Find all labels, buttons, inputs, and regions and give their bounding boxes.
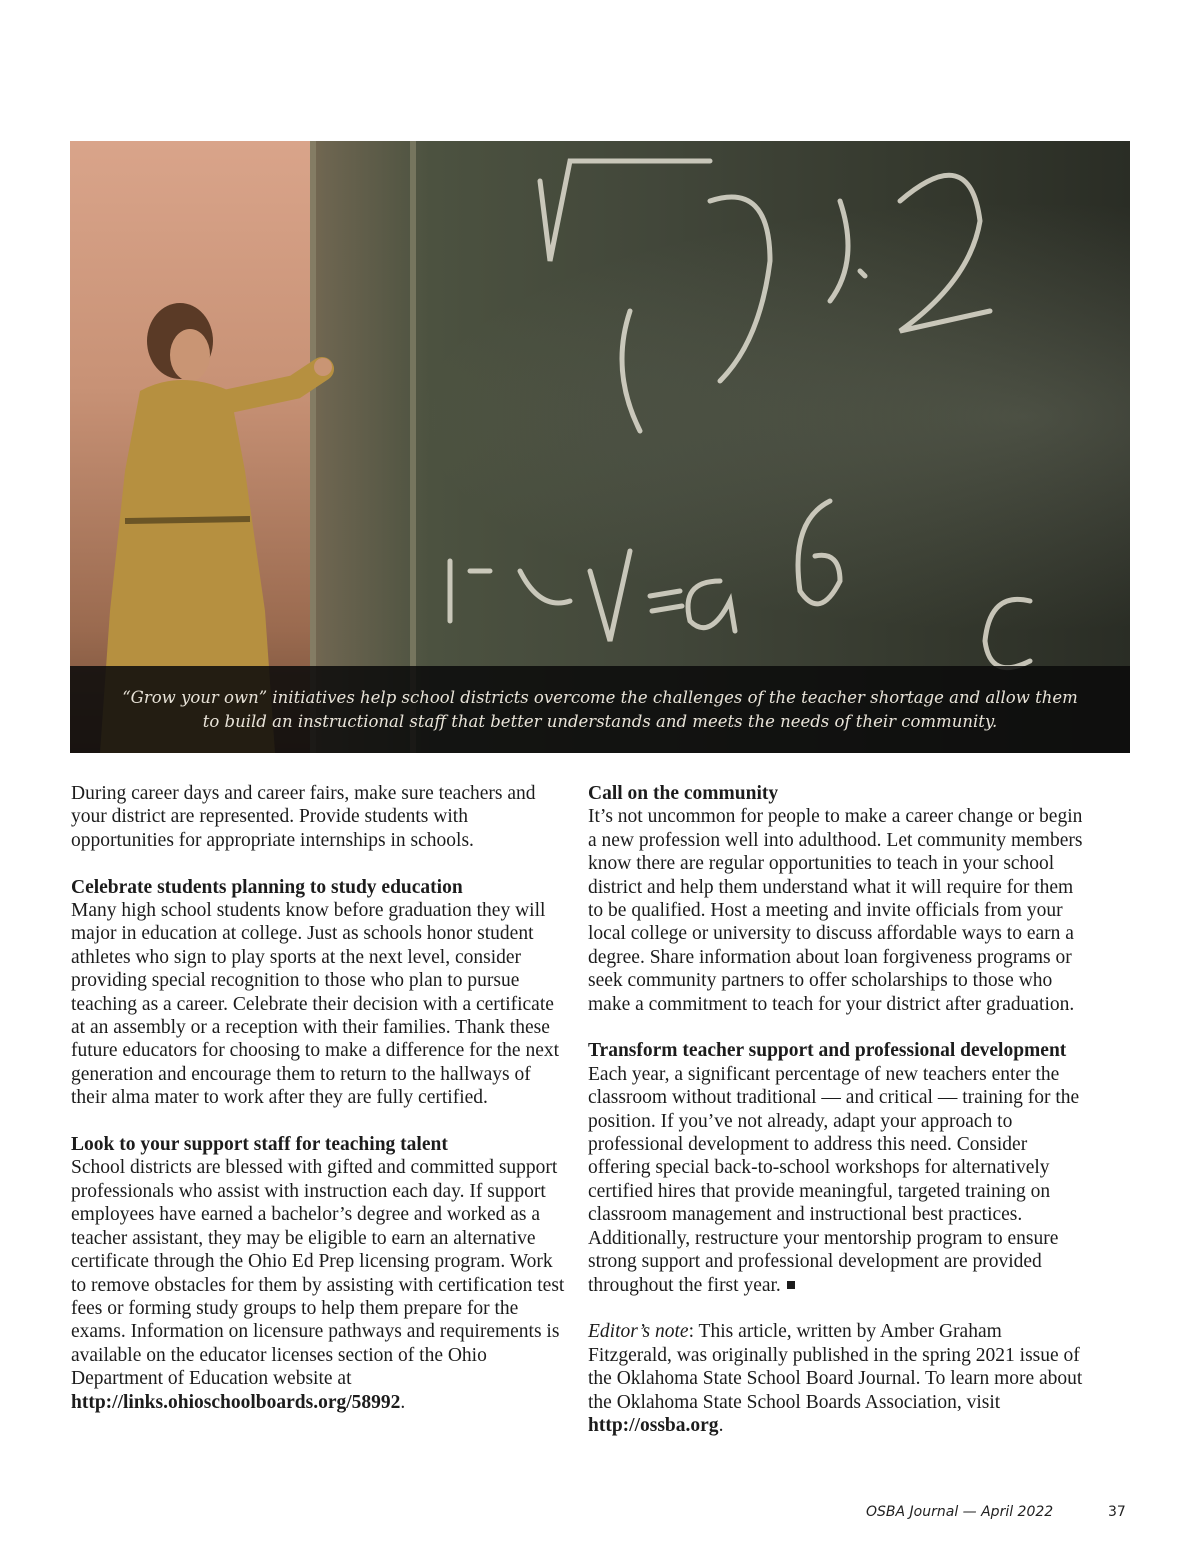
section-heading: Celebrate students planning to study education: [71, 876, 463, 898]
section-body: [71, 1156, 567, 1413]
section-body-text: School districts are blessed with gifted and committed support professionals who assist with instruction each day. If support employees have earned a bachelor’s degree and worked as a teacher assistant, they may be eligible to earn an alternative certificate through the Ohio Ed Prep licensing program. Work to remove obstacles for them by assisting with certification test fees or forming study groups to help them prepare for the exams. Information on licensure pathways and requirements is available on the educator licenses section of the Ohio Department of Education website at: [71, 1157, 565, 1390]
section-heading: Look to your support staff for teaching talent: [71, 1134, 448, 1156]
section-body: It’s not uncommon for people to make a career change or begin a new profession well into adulthood. Let community members know there are regular opportunities to teach in your school district and help them understand what it will require for them to be qualified. Host a meeting and invite officials from your local college or university to discuss affordable ways to earn a degree. Share information about loan forgiveness programs or seek community partners to offer scholarships to those who make a commitment to teach for your district after graduation.: [588, 806, 1083, 1015]
editors-note: [588, 1320, 1088, 1437]
chalk-writing: [450, 161, 1030, 668]
journal-issue: OSBA Journal — April 2022: [866, 1504, 1054, 1520]
photo-caption: “Grow your own” initiatives help school districts overcome the challenges of the teacher shortage and allow them to build an instructional staff that better understands and meets the needs of their community.: [122, 687, 1078, 731]
editors-note-text: This article, written by Amber Graham Fitzgerald, was originally published in the spring 2021 issue of the Oklahoma State School Board Journal. To learn more about the Oklahoma State School Boards Association, visit: [588, 1321, 1083, 1413]
section-heading: Call on the community: [588, 783, 779, 804]
left-column: [71, 782, 567, 1437]
page-number: 37: [1108, 1504, 1126, 1520]
editors-note-end: .: [718, 1414, 724, 1436]
section-body-end: .: [400, 1391, 406, 1413]
chalkboard-scene: [70, 141, 1130, 753]
ohio-licenses-link[interactable]: http://links.ohioschoolboards.org/58992: [71, 1391, 401, 1413]
classroom-photo: [70, 141, 1130, 753]
photo-caption-band: [70, 666, 1130, 753]
editors-note-label: Editor’s note: [588, 1321, 689, 1343]
editors-note-separator: :: [688, 1321, 699, 1343]
intro-paragraph: During career days and career fairs, make sure teachers and your district are represented. Provide students with opportunities for appropriate internships in schools.: [71, 783, 536, 851]
section-body: Many high school students know before graduation they will major in education at college. Just as schools honor student athletes who sign to play sports at the next level, consider providing special recognition to those who plan to pursue teaching as a career. Celebrate their decision with a certificate at an assembly or a reception with their families. Thank these future educators for choosing to make a difference for the next generation and encourage them to return to the hallways of their alma mater to work after they are fully certified.: [71, 900, 560, 1109]
section-body-text: Each year, a significant percentage of new teachers enter the classroom without traditional — and critical — training for the position. If you’ve not already, adapt your approach to professional development to address this need. Consider offering special back-to-school workshops for alternatively certified hires that provide meaningful, targeted training on classroom management and instructional best practices. Additionally, restructure your mentorship program to ensure strong support and professional development are provided throughout the first year.: [588, 1063, 1080, 1296]
section-heading: Transform teacher support and professional development: [588, 1040, 1067, 1062]
end-of-article-mark: [787, 1281, 795, 1289]
ossba-link[interactable]: http://ossba.org: [588, 1414, 719, 1436]
right-column: [588, 782, 1088, 1461]
section-body: [588, 1063, 1088, 1297]
